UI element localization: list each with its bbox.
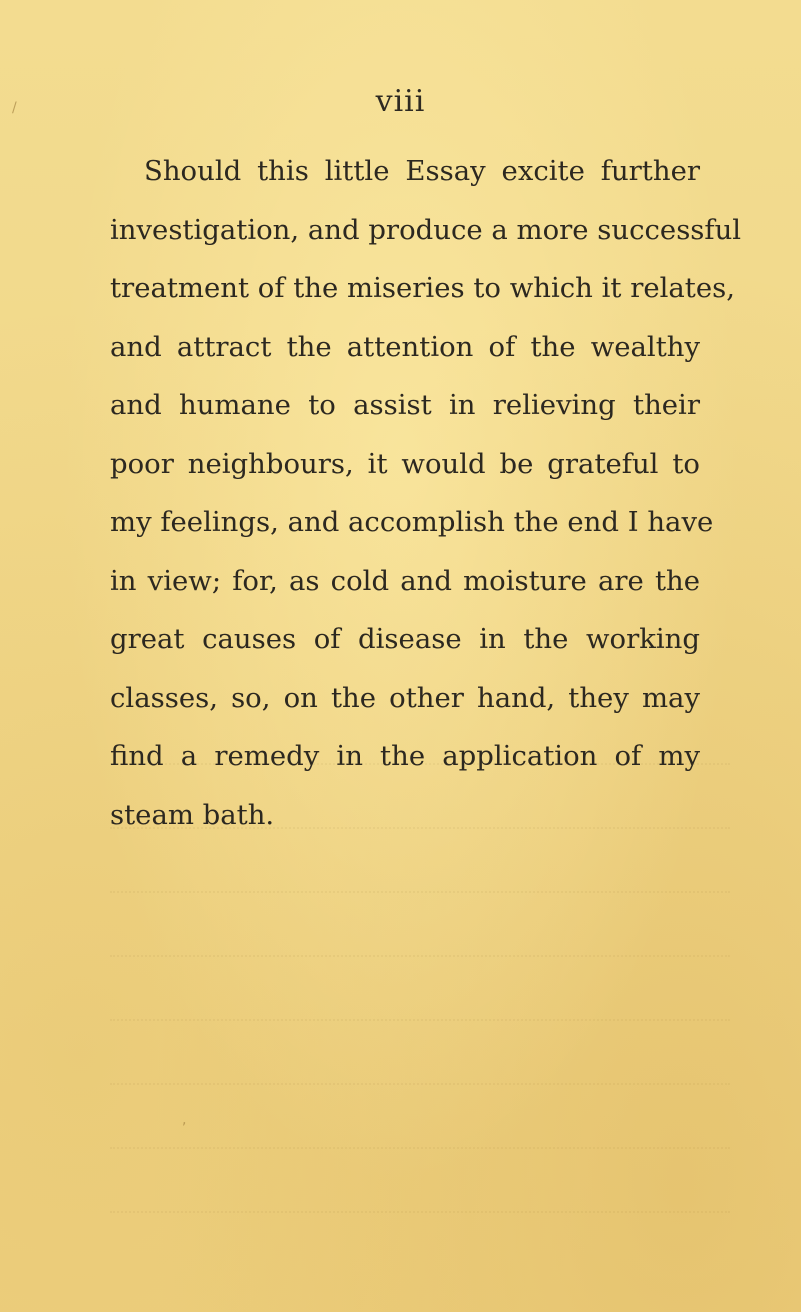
text-line: treatment of the miseries to which it relates, bbox=[110, 272, 735, 304]
text-line: poor neighbours, it would be grateful to bbox=[110, 447, 700, 480]
text-line: classes, so, on the other hand, they may bbox=[110, 681, 700, 714]
text-line: my feelings, and accomplish the end I have bbox=[110, 506, 714, 538]
page-blemish: / bbox=[12, 100, 17, 116]
text-line: and attract the attention of the wealthy bbox=[110, 330, 700, 363]
text-line: great causes of disease in the working bbox=[110, 623, 700, 655]
page-blemish: , bbox=[182, 1112, 187, 1128]
paragraph bbox=[110, 142, 742, 844]
text-line: steam bath. bbox=[110, 798, 275, 831]
text-line: Should this little Essay excite further bbox=[144, 155, 700, 187]
page-number: viii bbox=[375, 84, 426, 119]
text-line: and humane to assist in relieving their bbox=[110, 389, 700, 421]
text-line: investigation, and produce a more successful bbox=[110, 213, 742, 246]
text-line: find a remedy in the application of my bbox=[110, 740, 700, 772]
text-line: in view; for, as cold and moisture are the bbox=[110, 564, 700, 597]
